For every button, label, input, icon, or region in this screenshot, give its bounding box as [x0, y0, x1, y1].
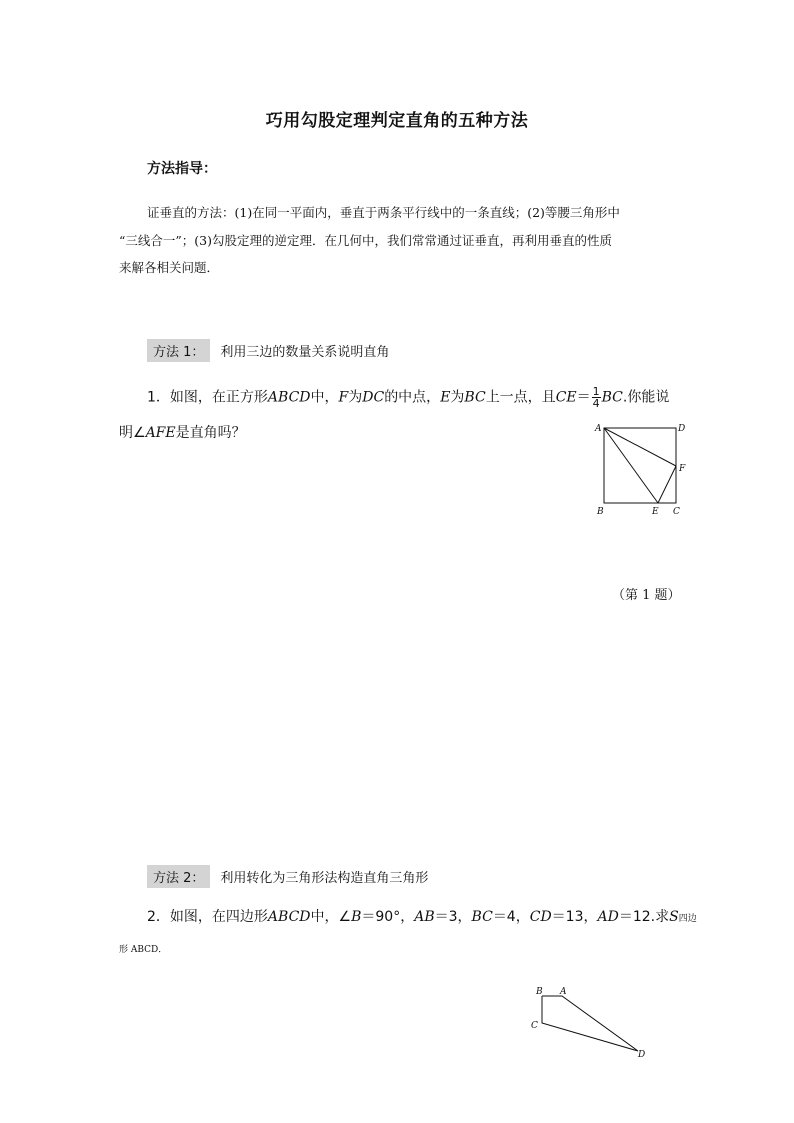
q2-line-1: 2．如图，在四边形ABCD中，∠B＝90°，AB＝3，BC＝4，CD＝13，AD＝12.求S四边	[147, 909, 697, 925]
method-2-tag: 方法 2：	[147, 865, 210, 888]
q2-figure-quadrilateral	[528, 983, 653, 1061]
label-c: C	[673, 507, 680, 517]
label-e: E	[652, 507, 659, 517]
method-2-bar	[147, 865, 428, 888]
page-title: 巧用勾股定理判定直角的五种方法	[265, 111, 529, 131]
q1-figure-square	[590, 418, 700, 523]
method-1-tag: 方法 1：	[147, 339, 210, 362]
q2-line-2: 形 ABCD．	[119, 945, 168, 955]
q1-line-1: 1．如图，在正方形ABCD中，F为DC的中点，E为BC上一点，且CE＝ $\frac{1}{4}$ BC.你能说	[147, 385, 670, 410]
label-b: B	[597, 507, 604, 517]
method-2-text: 利用转化为三角形法构造直角三角形	[220, 871, 429, 886]
label-f: F	[679, 464, 686, 474]
guide-line: 来解各相关问题．	[119, 260, 220, 275]
guide-heading: 方法指导：	[147, 161, 217, 177]
square-abcd	[604, 428, 676, 503]
label-d: D	[678, 424, 686, 434]
q1-caption: （第 1 题）	[612, 588, 681, 603]
label-b: B	[536, 987, 543, 997]
label-a: A	[595, 424, 602, 434]
guide-line: 证垂直的方法：(1)在同一平面内，垂直于两条平行线中的一条直线；(2)等腰三角形中	[147, 205, 620, 220]
fraction-one-quarter: $\frac{1}{4}$	[592, 385, 600, 410]
segment-ae	[604, 428, 658, 503]
guide-line: “三线合一”；(3)勾股定理的逆定理．在几何中，我们常常通过证垂直，再利用垂直的性质	[119, 233, 612, 248]
label-c: C	[531, 1021, 538, 1031]
method-1-text: 利用三边的数量关系说明直角	[220, 345, 390, 360]
segment-fe	[658, 466, 676, 503]
label-d: D	[638, 1050, 646, 1060]
segment-af	[604, 428, 676, 466]
quadrilateral-abcd	[542, 996, 638, 1051]
label-a: A	[560, 987, 567, 997]
method-1-bar	[147, 339, 389, 362]
q1-line-2: 明∠AFE是直角吗？	[119, 425, 246, 441]
